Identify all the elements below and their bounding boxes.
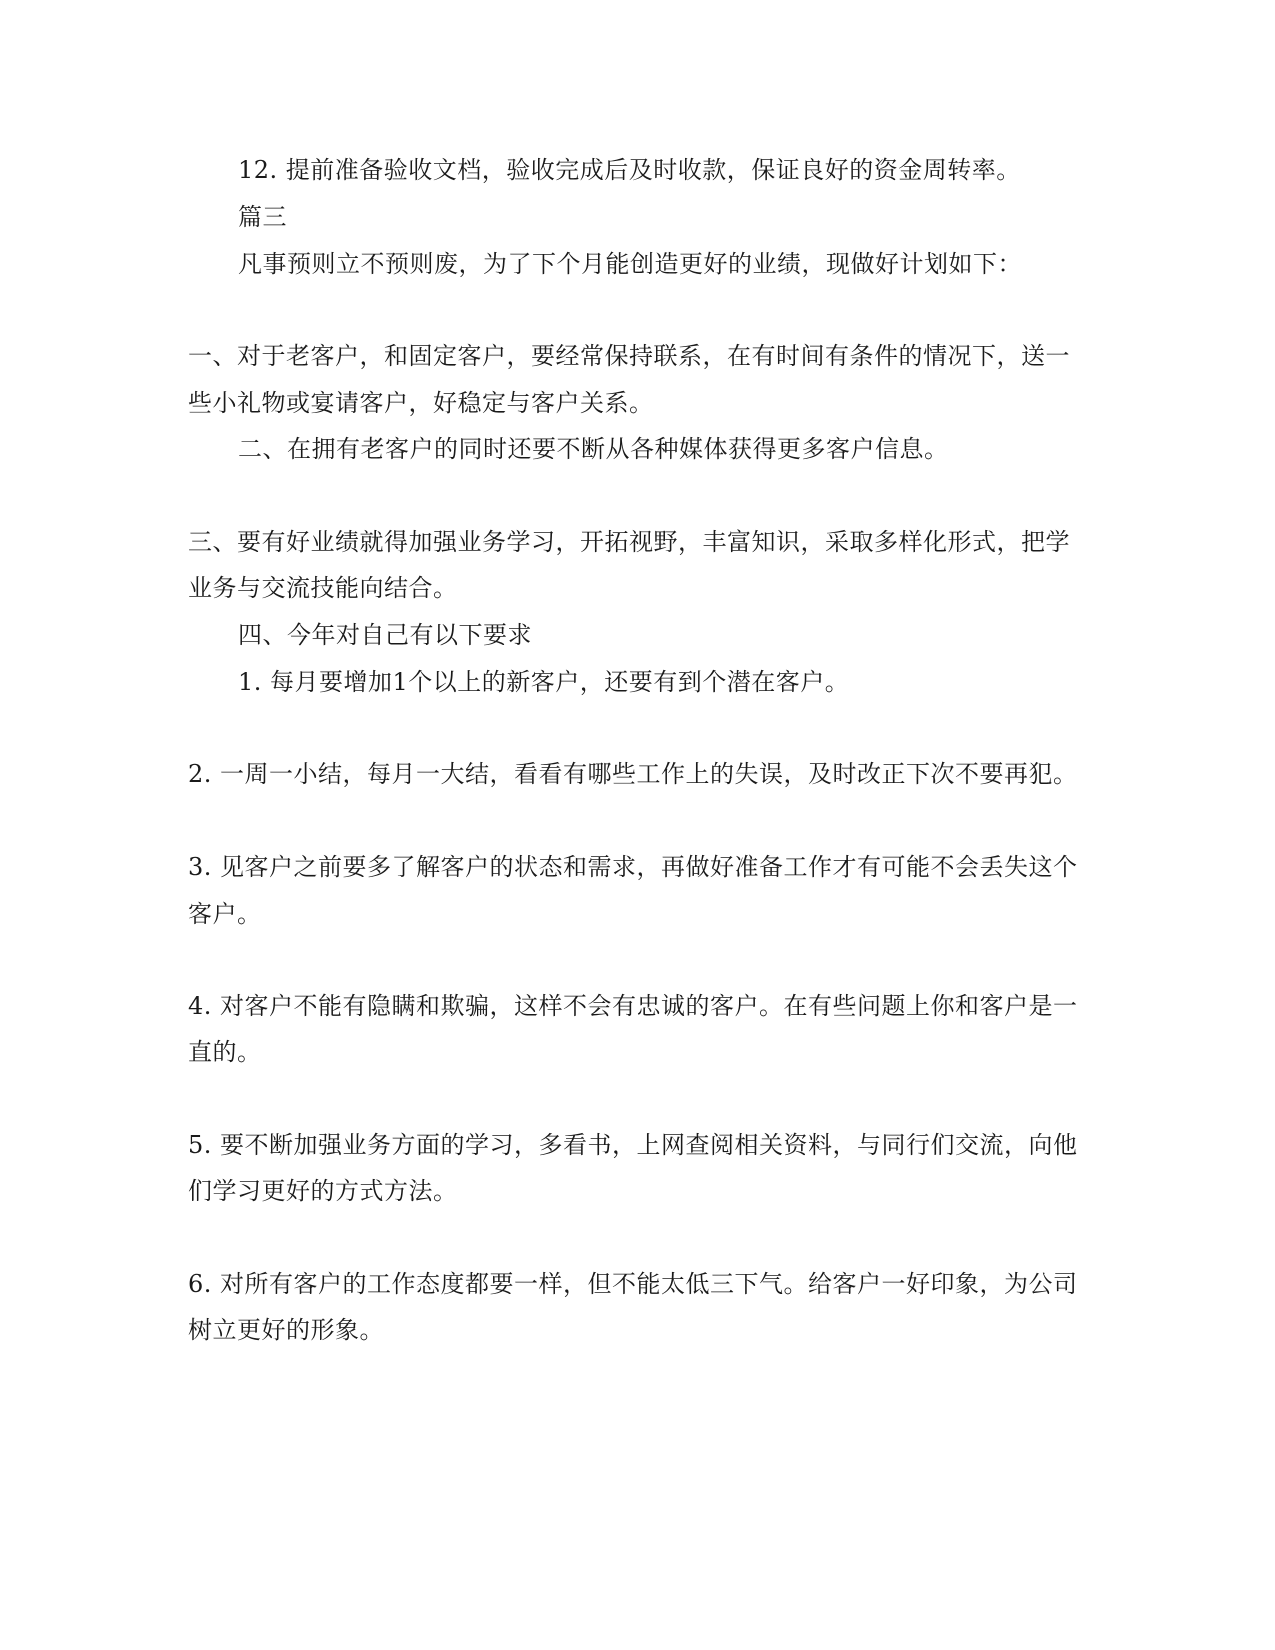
- requirement-3-line-1: 3. 见客户之前要多了解客户的状态和需求，再做好准备工作才有可能不会丢失这个: [188, 853, 1078, 881]
- requirement-1-line: 1. 每月要增加1个以上的新客户，还要有到个潜在客户。: [238, 668, 850, 696]
- intro-line: 凡事预则立不预则废，为了下个月能创造更好的业绩，现做好计划如下：: [238, 250, 1022, 278]
- item-one-line-1: 一、对于老客户，和固定客户，要经常保持联系，在有时间有条件的情况下，送一: [188, 342, 1070, 370]
- requirement-3-line-2: 客户。: [188, 900, 262, 928]
- item-four-heading: 四、今年对自己有以下要求: [238, 621, 532, 649]
- section-heading-part-three: 篇三: [238, 203, 287, 231]
- requirement-5-line-1: 5. 要不断加强业务方面的学习，多看书，上网查阅相关资料，与同行们交流，向他: [188, 1131, 1078, 1159]
- paragraph-line-12-acceptance: 12. 提前准备验收文档，验收完成后及时收款，保证良好的资金周转率。: [238, 156, 1021, 184]
- item-three-line-1: 三、要有好业绩就得加强业务学习，开拓视野，丰富知识，采取多样化形式，把学: [188, 528, 1070, 556]
- requirement-4-line-2: 直的。: [188, 1038, 262, 1066]
- item-one-line-2: 些小礼物或宴请客户，好稳定与客户关系。: [188, 389, 654, 417]
- requirement-2-line: 2. 一周一小结，每月一大结，看看有哪些工作上的失误，及时改正下次不要再犯。: [188, 760, 1078, 788]
- item-three-line-2: 业务与交流技能向结合。: [188, 574, 458, 602]
- requirement-6-line-2: 树立更好的形象。: [188, 1316, 384, 1344]
- requirement-5-line-2: 们学习更好的方式方法。: [188, 1177, 458, 1205]
- requirement-4-line-1: 4. 对客户不能有隐瞒和欺骗，这样不会有忠诚的客户。在有些问题上你和客户是一: [188, 992, 1078, 1020]
- requirement-6-line-1: 6. 对所有客户的工作态度都要一样，但不能太低三下气。给客户一好印象，为公司: [188, 1270, 1078, 1298]
- item-two-line: 二、在拥有老客户的同时还要不断从各种媒体获得更多客户信息。: [238, 435, 949, 463]
